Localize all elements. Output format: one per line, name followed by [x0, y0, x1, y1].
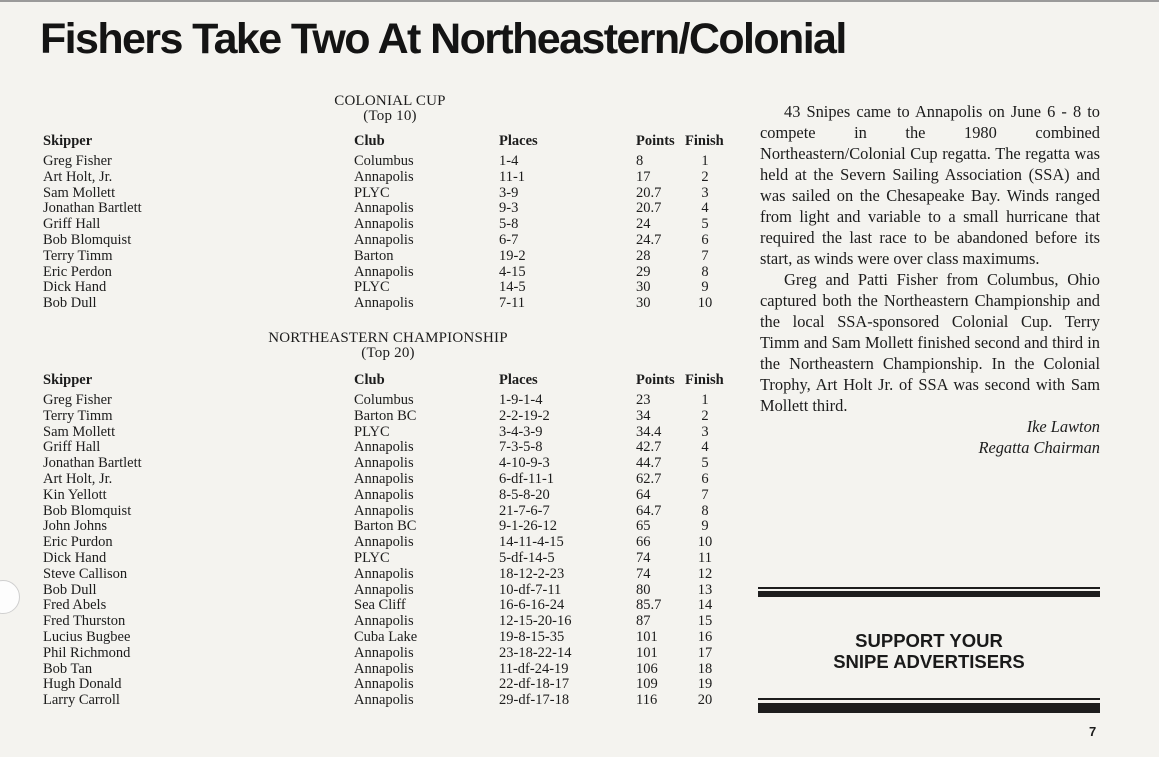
- cell-finish: 4: [701, 200, 709, 217]
- cell-club: PLYC: [354, 279, 390, 296]
- cell-places: 5-df-14-5: [499, 550, 555, 566]
- header-points: Points: [636, 133, 675, 149]
- cell-finish: 4: [701, 439, 709, 456]
- cell-skipper: Terry Timm: [43, 247, 113, 264]
- northeastern-title: NORTHEASTERN CHAMPIONSHIP: [268, 330, 508, 346]
- cell-points: 74: [636, 550, 651, 566]
- cell-points: 20.7: [636, 200, 662, 217]
- cell-club: Annapolis: [354, 200, 414, 217]
- cell-skipper: Bob Tan: [43, 660, 93, 677]
- cell-places: 6-7: [499, 232, 519, 248]
- cell-club: Annapolis: [354, 644, 414, 661]
- cell-points: 62.7: [636, 471, 662, 487]
- cell-club: PLYC: [354, 184, 390, 201]
- cell-club: Annapolis: [354, 439, 414, 456]
- cell-finish: 3: [701, 184, 709, 201]
- cell-skipper: Eric Perdon: [43, 263, 112, 280]
- cell-finish: 2: [701, 168, 709, 185]
- cell-points: 74: [636, 565, 651, 582]
- cell-club: Sea Cliff: [354, 597, 406, 614]
- cell-points: 30: [636, 295, 651, 312]
- cell-finish: 10: [697, 295, 713, 312]
- cell-finish: 7: [701, 247, 709, 264]
- article-paragraph-2: Greg and Patti Fisher from Columbus, Ohio captured both the Northeastern Championship and the local SSA-sponsored Colonial Cup. Terry Timm and Sam Mollett finished second and third in the Northeastern Championship. In the Colonial Trophy, Art Holt Jr. of SSA was second with Sam Mollett third.: [760, 270, 1100, 415]
- cell-places: 14-5: [499, 279, 526, 296]
- cell-places: 10-df-7-11: [499, 581, 562, 598]
- cell-points: 87: [636, 613, 651, 630]
- colonial-cup-title: COLONIAL CUP: [334, 93, 446, 109]
- cell-points: 66: [636, 534, 651, 551]
- cell-skipper: Bob Blomquist: [43, 502, 132, 519]
- cell-points: 64.7: [636, 502, 662, 519]
- cell-points: 44.7: [636, 455, 662, 472]
- cell-finish: 12: [697, 565, 713, 582]
- cell-club: Annapolis: [354, 232, 414, 248]
- cell-skipper: Bob Blomquist: [43, 232, 132, 248]
- cell-skipper: Lucius Bugbee: [43, 629, 131, 645]
- header-skipper: Skipper: [43, 133, 93, 149]
- cell-skipper: Phil Richmond: [43, 644, 131, 661]
- divider-thick-top: [758, 591, 1100, 597]
- cell-places: 5-8: [499, 216, 519, 233]
- cell-places: 3-4-3-9: [499, 423, 543, 440]
- cell-places: 18-12-2-23: [499, 565, 565, 582]
- cell-club: Annapolis: [354, 216, 414, 233]
- cell-places: 3-9: [499, 184, 519, 201]
- cell-places: 16-6-16-24: [499, 597, 565, 614]
- cell-skipper: Dick Hand: [43, 550, 107, 566]
- colonial-cup-subtitle: (Top 10): [363, 108, 417, 124]
- cell-places: 2-2-19-2: [499, 407, 550, 424]
- cell-club: Annapolis: [354, 471, 414, 487]
- header-finish: Finish: [685, 372, 724, 388]
- page-headline: Fishers Take Two At Northeastern/Colonial: [40, 15, 846, 63]
- cell-skipper: Terry Timm: [43, 407, 113, 424]
- cell-skipper: Greg Fisher: [43, 153, 112, 169]
- header-club: Club: [354, 372, 385, 388]
- cell-places: 8-5-8-20: [499, 486, 550, 503]
- cell-points: 101: [636, 629, 658, 645]
- cell-finish: 2: [701, 407, 709, 424]
- header-skipper: Skipper: [43, 372, 93, 388]
- cell-points: 64: [636, 486, 651, 503]
- cell-skipper: Kin Yellott: [43, 486, 107, 503]
- cell-points: 30: [636, 279, 651, 296]
- cell-skipper: Bob Dull: [43, 295, 97, 312]
- cell-places: 1-4: [499, 153, 519, 169]
- cell-club: Barton: [354, 247, 394, 264]
- cell-finish: 1: [701, 153, 709, 169]
- cell-skipper: Steve Callison: [43, 565, 128, 582]
- cell-points: 34.4: [636, 423, 662, 440]
- cell-finish: 16: [697, 629, 713, 645]
- northeastern-title-block: [238, 331, 538, 361]
- cell-points: 34: [636, 407, 651, 424]
- cell-finish: 5: [701, 455, 709, 472]
- cell-finish: 8: [701, 502, 709, 519]
- cell-club: Annapolis: [354, 581, 414, 598]
- cell-points: 106: [636, 660, 658, 677]
- top-edge-line: [0, 0, 1159, 2]
- cell-points: 24.7: [636, 232, 662, 248]
- cell-points: 17: [636, 168, 651, 185]
- cell-places: 14-11-4-15: [499, 534, 564, 551]
- support-line-2: SNIPE ADVERTISERS: [833, 651, 1025, 672]
- cell-finish: 17: [697, 644, 713, 661]
- divider-thin-top: [758, 587, 1100, 589]
- cell-finish: 15: [697, 613, 713, 630]
- cell-places: 9-1-26-12: [499, 518, 557, 535]
- support-advertisers-notice: [758, 630, 1100, 672]
- cell-points: 29: [636, 263, 651, 280]
- page-number: 7: [1089, 724, 1097, 739]
- cell-places: 19-8-15-35: [499, 629, 565, 645]
- cell-finish: 6: [701, 471, 709, 487]
- cell-club: Barton BC: [354, 407, 417, 424]
- cell-skipper: Fred Abels: [43, 597, 107, 614]
- header-places: Places: [499, 372, 538, 388]
- cell-club: Annapolis: [354, 263, 414, 280]
- cell-finish: 18: [697, 660, 713, 677]
- cell-places: 23-18-22-14: [499, 644, 572, 661]
- cell-points: 24: [636, 216, 651, 233]
- cell-finish: 7: [701, 486, 709, 503]
- cell-skipper: Fred Thurston: [43, 613, 126, 630]
- cell-club: Annapolis: [354, 565, 414, 582]
- cell-points: 8: [636, 153, 644, 169]
- cell-skipper: Jonathan Bartlett: [43, 455, 142, 472]
- cell-skipper: John Johns: [43, 518, 108, 535]
- cell-places: 4-15: [499, 263, 526, 280]
- cell-finish: 10: [697, 534, 713, 551]
- cell-skipper: Dick Hand: [43, 279, 107, 296]
- header-places: Places: [499, 133, 538, 149]
- author-title: Regatta Chairman: [978, 438, 1100, 457]
- header-finish: Finish: [685, 133, 724, 149]
- cell-finish: 11: [698, 550, 712, 566]
- cell-club: PLYC: [354, 423, 390, 440]
- cell-points: 101: [636, 644, 658, 661]
- cell-points: 42.7: [636, 439, 662, 456]
- cell-places: 6-df-11-1: [499, 471, 555, 487]
- cell-places: 12-15-20-16: [499, 613, 572, 630]
- cell-club: Annapolis: [354, 295, 414, 312]
- cell-places: 1-9-1-4: [499, 392, 543, 408]
- cell-points: 65: [636, 518, 651, 535]
- cell-club: Columbus: [354, 153, 414, 169]
- cell-finish: 20: [697, 692, 713, 709]
- cell-club: PLYC: [354, 550, 390, 566]
- cell-skipper: Art Holt, Jr.: [43, 471, 113, 487]
- cell-points: 23: [636, 392, 651, 408]
- cell-finish: 3: [701, 423, 709, 440]
- cell-places: 11-1: [499, 168, 526, 185]
- northeastern-subtitle: (Top 20): [361, 345, 415, 361]
- cell-club: Annapolis: [354, 692, 414, 709]
- cell-points: 80: [636, 581, 651, 598]
- cell-points: 85.7: [636, 597, 662, 614]
- colonial-cup-title-block: [290, 94, 490, 124]
- divider-thick-bottom: [758, 703, 1100, 713]
- header-points: Points: [636, 372, 675, 388]
- cell-finish: 9: [701, 518, 709, 535]
- cell-finish: 9: [701, 279, 709, 296]
- cell-skipper: Sam Mollett: [43, 184, 116, 201]
- cell-finish: 5: [701, 216, 709, 233]
- cell-places: 9-3: [499, 200, 519, 217]
- cell-club: Annapolis: [354, 613, 414, 630]
- cell-club: Cuba Lake: [354, 629, 418, 645]
- divider-thin-bottom: [758, 698, 1100, 700]
- cell-club: Barton BC: [354, 518, 417, 535]
- cell-skipper: Art Holt, Jr.: [43, 168, 113, 185]
- cell-skipper: Bob Dull: [43, 581, 97, 598]
- cell-skipper: Hugh Donald: [43, 676, 122, 693]
- cell-skipper: Greg Fisher: [43, 392, 112, 408]
- cell-club: Annapolis: [354, 502, 414, 519]
- cell-places: 4-10-9-3: [499, 455, 550, 472]
- cell-skipper: Griff Hall: [43, 439, 101, 456]
- cell-finish: 8: [701, 263, 709, 280]
- cell-finish: 19: [697, 676, 713, 693]
- cell-places: 21-7-6-7: [499, 502, 550, 519]
- cell-points: 28: [636, 247, 651, 264]
- cell-club: Columbus: [354, 392, 414, 408]
- cell-places: 7-11: [499, 295, 526, 312]
- cell-places: 11-df-24-19: [499, 660, 569, 677]
- cell-skipper: Griff Hall: [43, 216, 101, 233]
- binder-hole: [0, 580, 20, 614]
- cell-club: Annapolis: [354, 168, 414, 185]
- cell-points: 109: [636, 676, 658, 693]
- cell-finish: 14: [697, 597, 713, 614]
- cell-skipper: Jonathan Bartlett: [43, 200, 142, 217]
- cell-places: 22-df-18-17: [499, 676, 570, 693]
- cell-club: Annapolis: [354, 486, 414, 503]
- cell-places: 19-2: [499, 247, 526, 264]
- cell-skipper: Eric Purdon: [43, 534, 113, 551]
- support-line-1: SUPPORT YOUR: [855, 630, 1003, 651]
- cell-points: 116: [636, 692, 658, 709]
- cell-places: 29-df-17-18: [499, 692, 570, 709]
- cell-club: Annapolis: [354, 676, 414, 693]
- cell-finish: 6: [701, 232, 709, 248]
- article-paragraph-1: 43 Snipes came to Annapolis on June 6 - 8 to compete in the 1980 combined Northeastern/Colonial Cup regatta. The regatta was held at the Severn Sailing Association (SSA) and was sailed on the Chesapeake Bay. Winds ranged from light and variable to a small hurricane that required the last race to be abandoned before its start, as winds were over class maximums.: [760, 102, 1100, 268]
- cell-points: 20.7: [636, 184, 662, 201]
- cell-club: Annapolis: [354, 660, 414, 677]
- author-name: Ike Lawton: [1026, 417, 1100, 436]
- cell-club: Annapolis: [354, 534, 414, 551]
- article-body: [760, 101, 1100, 458]
- cell-skipper: Sam Mollett: [43, 423, 116, 440]
- cell-skipper: Larry Carroll: [43, 692, 120, 709]
- header-club: Club: [354, 133, 385, 149]
- cell-finish: 1: [701, 392, 709, 408]
- cell-finish: 13: [697, 581, 713, 598]
- cell-club: Annapolis: [354, 455, 414, 472]
- cell-places: 7-3-5-8: [499, 439, 543, 456]
